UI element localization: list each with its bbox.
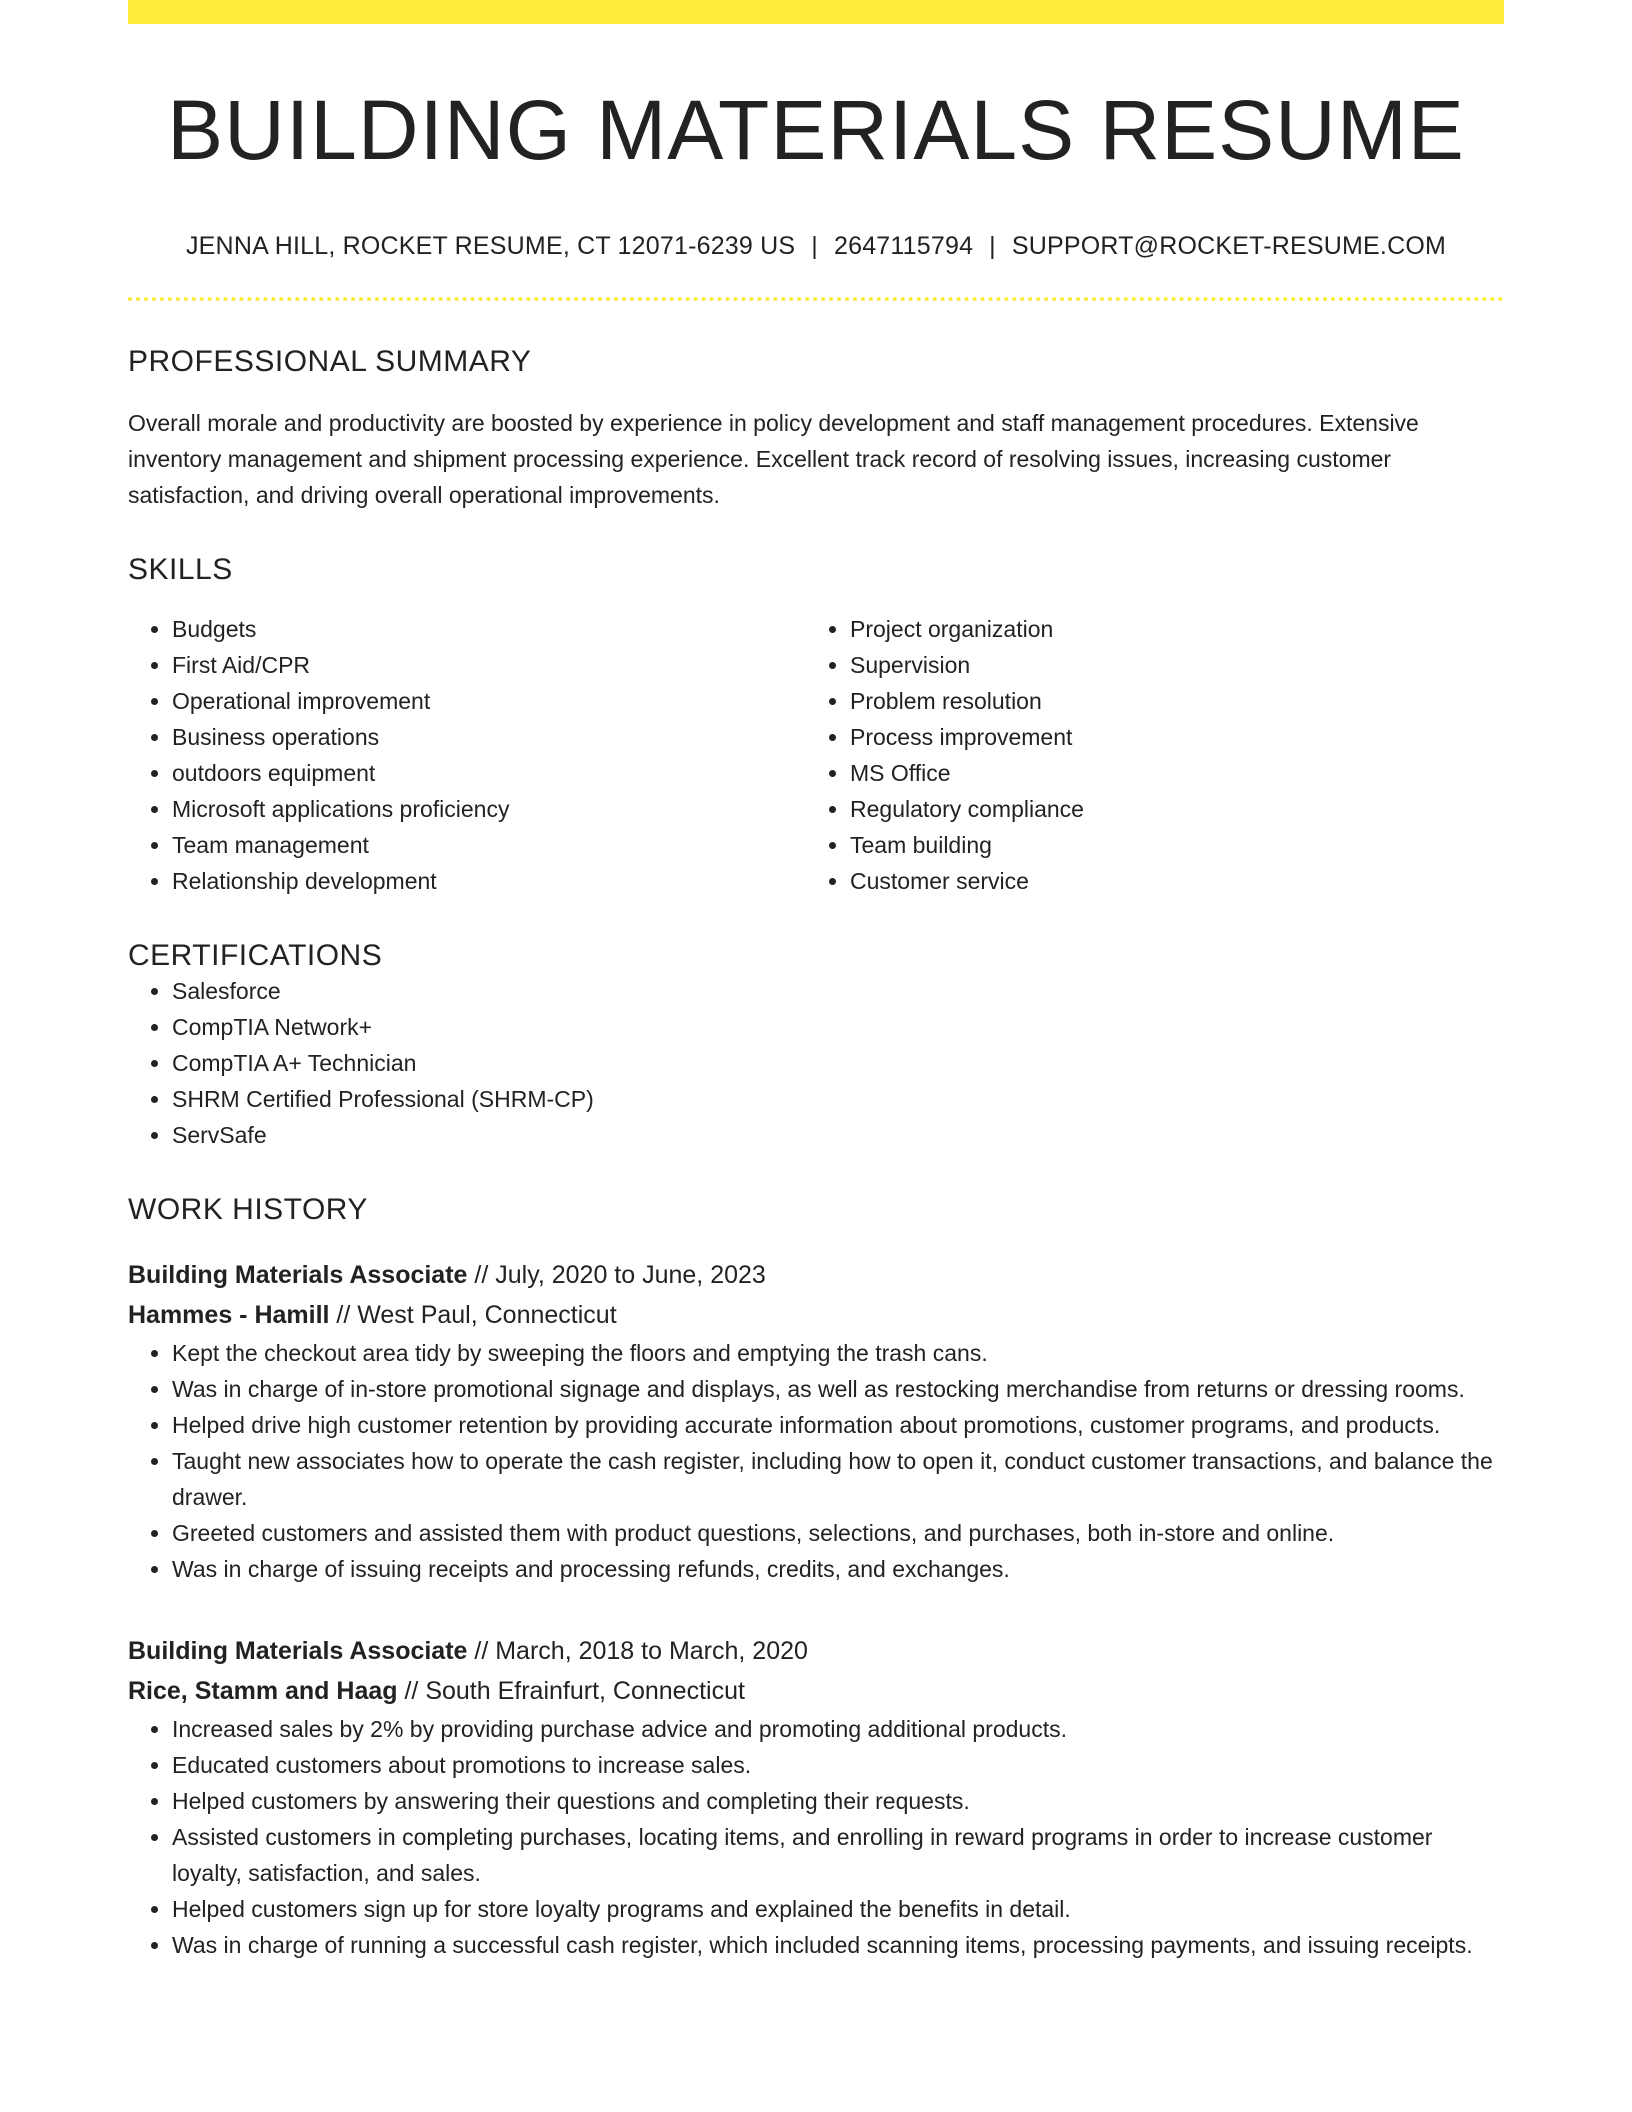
certifications-heading: CERTIFICATIONS [128, 939, 383, 973]
skill-item: • Team management [172, 827, 806, 863]
resume-title: BUILDING MATERIALS RESUME [167, 83, 1465, 177]
contact-address: JENNA HILL, ROCKET RESUME, CT 12071-6239 US [185, 232, 796, 261]
skill-item: • Project organization [850, 611, 1484, 647]
job-location: // South Efrainfurt, Connecticut [397, 1677, 745, 1706]
summary-text: Overall morale and productivity are boosted by experience in policy development and staff management procedures. Extensive inventory management and shipment processing experience. Excellent track record of resolving issues, increasing customer satisfaction, and driving overall operational improvements. [128, 410, 1419, 509]
skills-grid [128, 611, 1504, 899]
job-entry [128, 1631, 1504, 1963]
skills-right-column [806, 611, 1484, 899]
job-title: Building Materials Associate [128, 1637, 468, 1666]
accent-top-bar [128, 0, 1504, 24]
job-dates: // July, 2020 to June, 2023 [467, 1261, 766, 1290]
job-duty-item: • Increased sales by 2% by providing purchase advice and promoting additional products. [172, 1711, 1504, 1747]
skill-item: • Budgets [172, 611, 806, 647]
job-duty-item: • Helped customers by answering their questions and completing their requests. [172, 1783, 1504, 1819]
job-duty-item: • Was in charge of in-store promotional signage and displays, as well as restocking merchandise from returns or dressing rooms. [172, 1371, 1504, 1407]
job-duty-item: • Was in charge of issuing receipts and processing refunds, credits, and exchanges. [172, 1551, 1504, 1587]
job-company: Rice, Stamm and Haag [128, 1677, 398, 1706]
dotted-divider [128, 297, 1504, 301]
certification-item: • Salesforce [172, 973, 1504, 1009]
job-entry [128, 1255, 1504, 1587]
skill-item: • Operational improvement [172, 683, 806, 719]
job-title-line [128, 1255, 1504, 1295]
certifications-list [128, 973, 1504, 1153]
job-duty-item: • Kept the checkout area tidy by sweeping the floors and emptying the trash cans. [172, 1335, 1504, 1371]
job-dates: // March, 2018 to March, 2020 [467, 1637, 808, 1666]
skill-item: • MS Office [850, 755, 1484, 791]
skill-item: • Supervision [850, 647, 1484, 683]
contact-phone: 2647115794 [833, 232, 974, 261]
skill-item: • Relationship development [172, 863, 806, 899]
job-company: Hammes - Hamill [128, 1301, 330, 1330]
summary-heading: PROFESSIONAL SUMMARY [128, 345, 532, 379]
job-company-line [128, 1671, 1504, 1711]
certification-item: • ServSafe [172, 1117, 1504, 1153]
skill-item: • outdoors equipment [172, 755, 806, 791]
skills-left-column [128, 611, 806, 899]
job-duty-item: • Was in charge of running a successful cash register, which included scanning items, processing payments, and issuing receipts. [172, 1927, 1504, 1963]
job-duty-item: • Helped customers sign up for store loyalty programs and explained the benefits in detail. [172, 1891, 1504, 1927]
job-company-line [128, 1295, 1504, 1335]
contact-line [128, 232, 1504, 261]
job-duty-item: • Taught new associates how to operate the cash register, including how to open it, conduct customer transactions, and balance the drawer. [172, 1443, 1504, 1515]
skill-item: • Problem resolution [850, 683, 1484, 719]
skill-item: • Business operations [172, 719, 806, 755]
skills-heading: SKILLS [128, 553, 233, 587]
job-duties-list [128, 1335, 1504, 1587]
certification-item: • CompTIA A+ Technician [172, 1045, 1504, 1081]
skill-item: • Microsoft applications proficiency [172, 791, 806, 827]
job-duty-item: • Assisted customers in completing purchases, locating items, and enrolling in reward programs in order to increase customer loyalty, satisfaction, and sales. [172, 1819, 1504, 1891]
skill-item: • Team building [850, 827, 1484, 863]
work-history-heading: WORK HISTORY [128, 1193, 368, 1227]
job-duty-item: • Helped drive high customer retention by providing accurate information about promotions, customer programs, and products. [172, 1407, 1504, 1443]
skill-item: • Customer service [850, 863, 1484, 899]
contact-separator: | [811, 232, 818, 261]
job-duty-item: • Greeted customers and assisted them with product questions, selections, and purchases, both in-store and online. [172, 1515, 1504, 1551]
job-duties-list [128, 1711, 1504, 1963]
job-duty-item: • Educated customers about promotions to increase sales. [172, 1747, 1504, 1783]
skill-item: • Regulatory compliance [850, 791, 1484, 827]
job-title: Building Materials Associate [128, 1261, 468, 1290]
contact-separator: | [989, 232, 996, 261]
job-location: // West Paul, Connecticut [329, 1301, 617, 1330]
skill-item: • First Aid/CPR [172, 647, 806, 683]
skill-item: • Process improvement [850, 719, 1484, 755]
job-title-line [128, 1631, 1504, 1671]
certification-item: • CompTIA Network+ [172, 1009, 1504, 1045]
certification-item: • SHRM Certified Professional (SHRM-CP) [172, 1081, 1504, 1117]
contact-email: SUPPORT@ROCKET-RESUME.COM [1011, 232, 1447, 261]
resume-page [128, 0, 1504, 1963]
